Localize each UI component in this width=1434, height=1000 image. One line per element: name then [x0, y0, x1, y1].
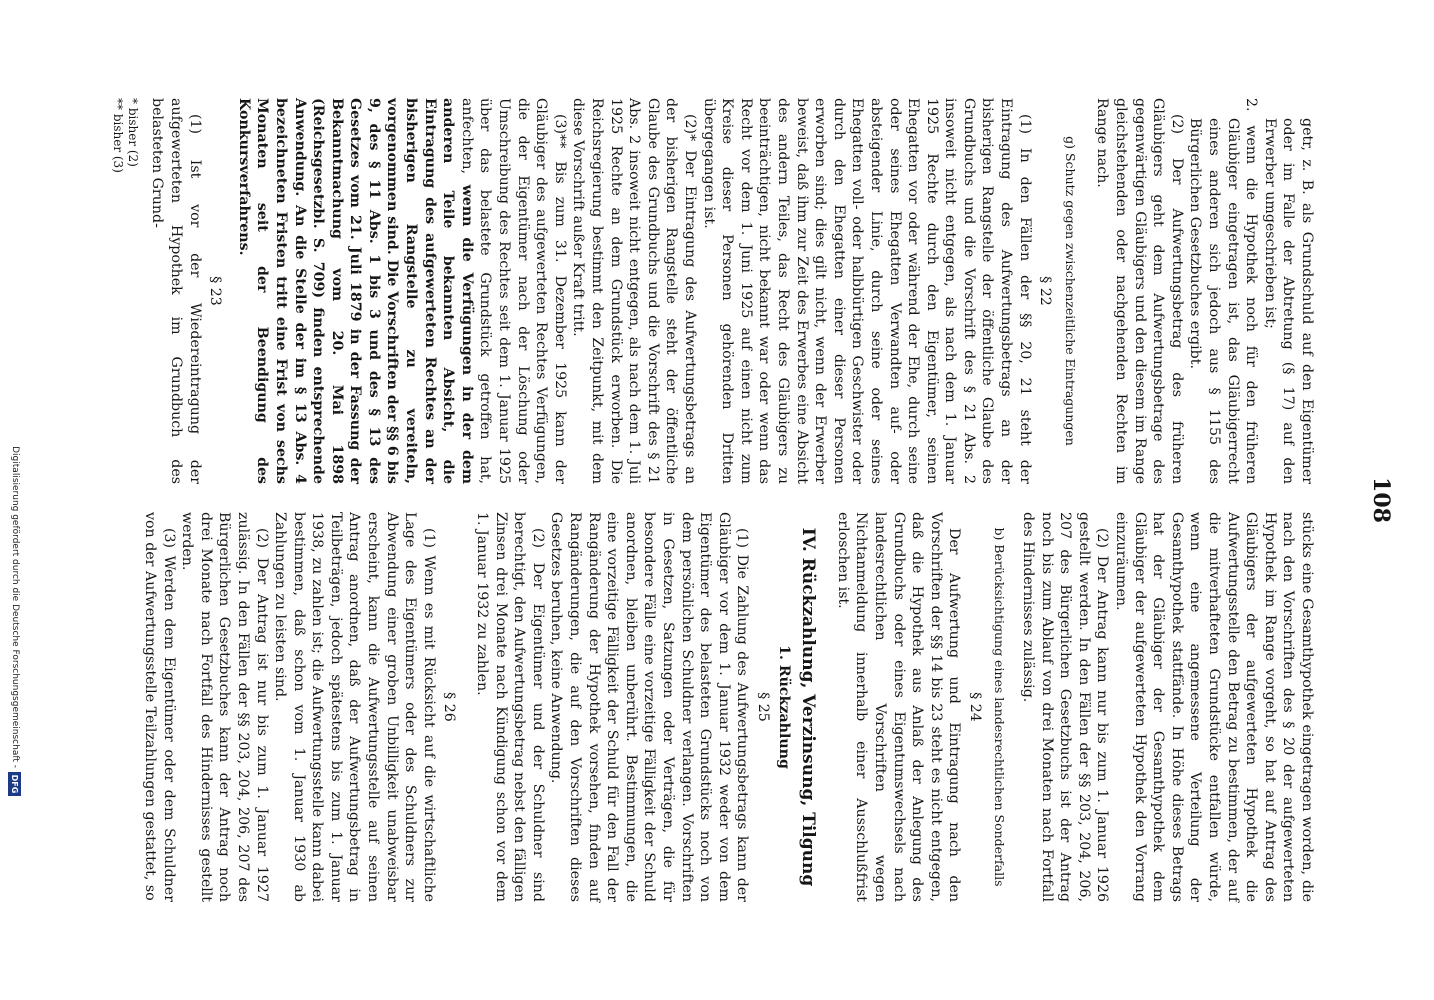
paragraph: (2) Der Aufwertungsbetrag des früheren Gläubigers geht dem Aufwertungsbetrage des gegenwärtigen Gläubigers und den diesem im Range gleichstehenden oder nachgehenden Rechten im Range nach. [1094, 98, 1185, 484]
dfg-logo: DFG [9, 772, 22, 796]
section-number: § 22 [1037, 276, 1054, 306]
paragraph: (2) Der Antrag kann nur bis zum 1. Januar 1926 gestellt werden. In den Fällen der §§ 203, 204, 206, 207 des Bürgerlichen Gesetzbuchs ist der Antrag noch bis zum Ablauf von drei Monaten nach Fortfall des Hindernisses zulässig. [1020, 512, 1111, 902]
paragraph: (1) Ist vor der Wiedereintragung der aufgewerteten Hypothek im Grundbuch des belasteten Grund- [149, 98, 203, 484]
bold-paragraph-text: wenn die Verfügungen in der dem anderen Teile bekannten Absicht, die Eintragung des aufgewerteten Rechtes an der bisherigen Rangstelle zu vereiteln, vorgenommen sind. Die Vorschriften der §§ 6 bis 9, des § 11 Abs. 1 bis 3 und des § 13 des Gesetzes vom 21. Juli 1879 in der Fassung der Bekanntmachung vom 20. Mai 1898 (Reichsgesetzbl. S. 709) finden entsprechende Anwendung. An die Stelle der im § 13 Abs. 4 bezeichneten Fristen tritt eine Frist von sechs Monaten seit der Beendigung des Konkursverfahrens. [235, 98, 475, 484]
section-number: § 25 [754, 692, 771, 722]
paragraph: stücks eine Gesamthypothek eingetragen worden, die nach den Vorschriften des § 20 der aufgewerteten Hypothek im Range vorgeht, so hat auf Antrag des Gläubigers der aufgewerteten Hypothek die Aufwertungsstelle den Betrag zu bestimmen, der auf die mitverhafteten Grundstücke entfallen würde, wenn eine angemessene Verteilung der Gesamthypothek stattfände. In Höhe dieses Betrags hat der Gläubiger der Gesamthypothek dem Gläubiger der aufgewerteten Hypothek den Vorrang einzuräumen. [1113, 512, 1315, 902]
paragraph: (1) Die Zahlung des Aufwertungsbetrags kann der Gläubiger vor dem 1. Januar 1932 weder von dem Eigentümer des belasteten Grundstücks noch von dem persönlichen Schuldner verlangen. Vorschriften in Gesetzen, Satzungen oder Verträgen, die für besondere Fälle eine vorzeitige Fälligkeit der Schuld anordnen, bleiben unberührt. Bestimmungen, die eine vorzeitige Fälligkeit der Schuld für den Fall der Rangänderung der Hypothek vorsehen, finden auf Rangänderungen, die auf den Vorschriften dieses Gesetzes beruhen, keine Anwendung. [548, 512, 751, 902]
right-column [140, 512, 1316, 902]
paragraph: (2) Der Antrag ist nur bis zum 1. Januar 1927 zulässig. In den Fällen der §§ 203, 204, 206, 207 des Bürgerlichen Gesetzbuches kann der Antrag noch drei Monate nach Fortfall des Hindernisses gestellt werden. [179, 512, 270, 902]
left-column [110, 98, 1316, 484]
paragraph: Der Aufwertung und Eintragung nach den Vorschriften der §§ 14 bis 23 steht es nicht entgegen, daß die Hypothek aus Anlaß der Anlegung des Grundbuchs oder eines Eigentumswechsels nach landesrechtlichen Vorschriften wegen Nichtanmeldung innerhalb einer Ausschlußfrist erloschen ist. [834, 512, 963, 902]
section-number: § 26 [441, 692, 458, 722]
section-number: § 24 [966, 692, 983, 722]
paragraph: (2) Der Eigentümer und der Schuldner sind berechtigt, den Aufwertungsbetrag nebst den fälligen Zinsen drei Monate nach Kündigung schon vor dem 1. Januar 1932 zu zahlen. [474, 512, 546, 902]
paragraph-start: (3)** Bis zum 31. Dezember 1925 kann der Gläubiger des aufgewerteten Rechtes Verfügungen, die der Eigentümer nach der Löschung oder Umschreibung des Rechtes seit dem 1. Januar 1925 über das belastete Grundstück getroffen hat, anfechten, [458, 98, 568, 484]
paragraph: (3) Werden dem Eigentümer oder dem Schuldner von der Aufwertungsstelle Teilzahlungen gestattet, so [141, 512, 177, 902]
subchapter-heading: 1. Rückzahlung [775, 645, 792, 769]
subheading: g) Schutz gegen zwischenzeitliche Eintragungen [1062, 136, 1078, 446]
paragraph: getr, z. B. als Grundschuld auf den Eigentümer oder im Falle der Abtretung (§ 17) auf den Erwerber umgeschrieben ist; [1261, 118, 1315, 484]
footnote: ** bisher (3) [110, 98, 125, 173]
list-item: 2. wenn die Hypothek noch für den früheren Gläubiger eingetragen ist, das Gläubigerrecht eines anderen sich jedoch aus § 1155 des Bürgerlichen Gesetzbuches ergibt. [1187, 98, 1260, 484]
footnote: * bisher (2) [125, 98, 140, 167]
paragraph: (1) In den Fällen der §§ 20, 21 steht der Eintragung des Aufwertungsbetrags an der bisherigen Rangstelle der öffentliche Glaube des Grundbuchs und die Vorschrift des § 21 Abs. 2 insoweit nicht entgegen, als nach dem 1. Januar 1925 Rechte durch den Eigentümer, seinen Ehegatten vor oder während der Ehe, durch seine oder seines Ehegatten Verwandten auf- oder absteigender Linie, durch seine oder seines Ehegatten voll- oder halbbürtigen Geschwister oder durch den Ehegatten einer dieser Personen erworben sind; dies gilt nicht, wenn der Erwerber beweist, daß ihm zur Zeit des Erwerbes eine Absicht des andern Teiles, das Recht des Gläubigers zu beeinträchtigen, nicht bekannt war oder wenn das Recht vor dem 1. Juni 1925 auf einen nicht zum Kreise dieser Personen gehörenden Dritten übergegangen ist. [700, 98, 1033, 484]
subheading: b) Berücksichtigung eines landesrechtlichen Sonderfalls [992, 527, 1008, 887]
paragraph: (1) Wenn es mit Rücksicht auf die wirtschaftliche Lage des Eigentümers oder des Schuldners zur Abwendung einer groben Unbilligkeit unabweisbar erscheint, kann die Aufwertungsstelle auf seinen Antrag anordnen, daß der Aufwertungsbetrag in Teilbeträgen, jedoch spätestens bis zum 1. Januar 1938, zu zahlen ist; die Aufwertungsstelle kann dabei bestimmen, daß schon vom 1. Januar 1930 ab Zahlungen zu leisten sind. [272, 512, 437, 902]
chapter-heading: IV. Rückzahlung, Verzinsung, Tilgung [798, 527, 819, 887]
credit-text: Digitalisierung gefördert durch die Deutsche Forschungsgemeinschaft - [10, 446, 20, 768]
digitization-credit [0, 0, 30, 1000]
paragraph: (2)* Der Eintragung des Aufwertungsbetrags an der bisherigen Rangstelle steht der öffentliche Glaube des Grundbuchs und die Vorschrift des § 21 Abs. 2 insoweit nicht entgegen, als nach dem 1. Juli 1925 Rechte an dem Grundstück erworben. Die Reichsregierung bestimmt den Zeitpunkt, mit dem diese Vorschrift außer Kraft tritt. [570, 98, 698, 484]
section-number: § 23 [207, 276, 224, 306]
paragraph [234, 98, 569, 484]
page-number: 108 [1368, 477, 1394, 523]
